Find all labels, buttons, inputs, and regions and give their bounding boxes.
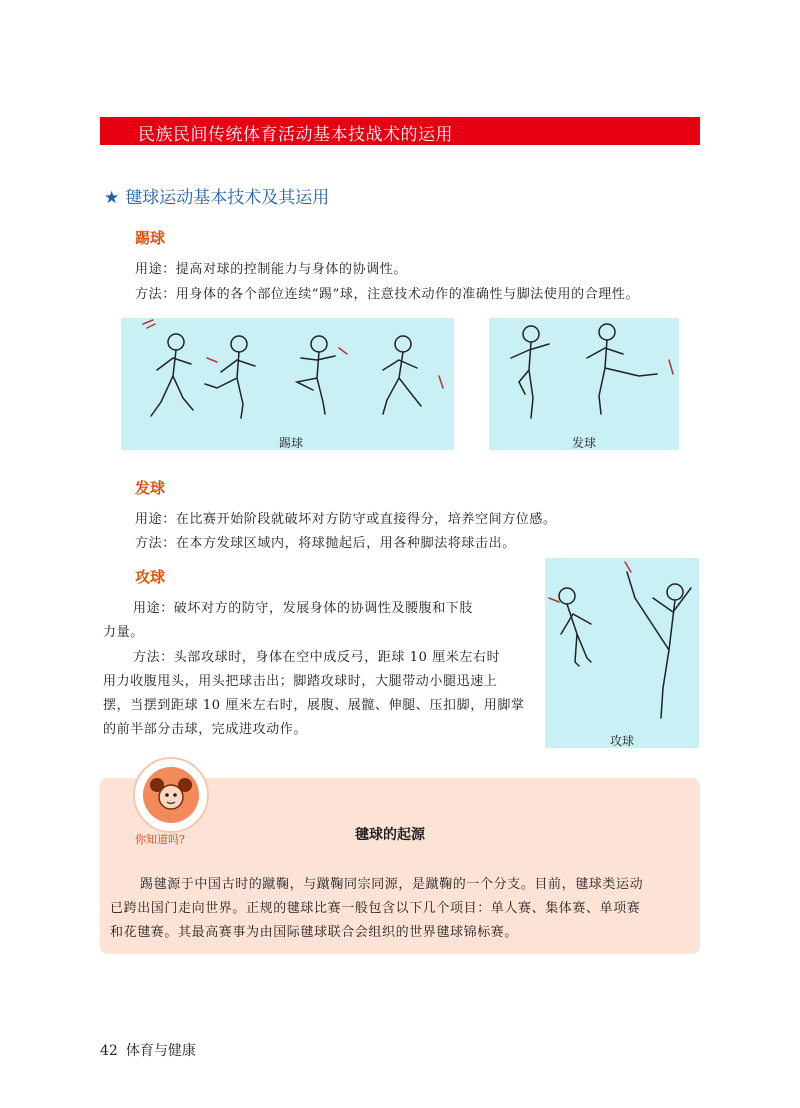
did-you-know-label: 你知道吗? [135, 833, 185, 846]
attack-method-line3: 摆，当摆到距球 10 厘米左右时，展腹、展髋、伸腿、压扣脚，用脚掌 [103, 698, 525, 713]
serve-illustration [489, 318, 679, 450]
kick-illustration [121, 318, 454, 450]
chapter-banner [100, 117, 700, 145]
serve-figure [489, 318, 679, 450]
star-icon: ★ [104, 188, 120, 208]
did-you-know-badge [133, 757, 209, 833]
section-title-text: 毽球运动基本技术及其运用 [125, 188, 330, 208]
serve-title: 发球 [135, 479, 166, 497]
book-name: 体育与健康 [125, 1043, 196, 1059]
kick-use: 用途：提高对球的控制能力与身体的协调性。 [135, 262, 408, 277]
chapter-banner-title: 民族民间传统体育活动基本技战术的运用 [138, 125, 453, 145]
page-footer [100, 1040, 196, 1060]
attack-figure [545, 558, 699, 748]
attack-use-line2: 力量。 [103, 625, 144, 640]
info-box-line2: 已跨出国门走向世界。正规的毽球比赛一般包含以下几个项目：单人赛、集体赛、单项赛 [110, 901, 641, 916]
info-box-line3: 和花毽赛。其最高赛事为由国际毽球联合会组织的世界毽球锦标赛。 [110, 925, 519, 940]
attack-method-line1: 方法：头部攻球时，身体在空中成反弓，距球 10 厘米左右时 [133, 650, 501, 665]
kick-figure [121, 318, 454, 450]
mascot-icon [143, 767, 199, 823]
section-title [104, 183, 329, 208]
serve-method: 方法：在本方发球区域内，将球抛起后，用各种脚法将球击出。 [135, 536, 516, 551]
kick-caption: 踢球 [278, 436, 303, 450]
attack-method-line4: 的前半部分击球，完成进攻动作。 [103, 722, 308, 737]
page-number: 42 [100, 1043, 118, 1059]
mascot-illustration [143, 767, 199, 823]
kick-method: 方法：用身体的各个部位连续“踢”球，注意技术动作的准确性与脚法使用的合理性。 [135, 287, 640, 302]
attack-use-line1: 用途：破坏对方的防守，发展身体的协调性及腰腹和下肢 [133, 601, 474, 616]
attack-title: 攻球 [135, 568, 166, 586]
info-box-title: 毽球的起源 [355, 827, 425, 843]
serve-caption: 发球 [571, 436, 596, 450]
info-box-line1: 踢毽源于中国古时的蹴鞠，与蹴鞠同宗同源，是蹴鞠的一个分支。目前，毽球类运动 [140, 877, 644, 892]
attack-caption: 攻球 [609, 734, 634, 748]
attack-method-line2: 用力收腹甩头，用头把球击出；脚踏攻球时，大腿带动小腿迅速上 [103, 674, 498, 689]
kick-title: 踢球 [135, 229, 166, 247]
attack-illustration [545, 558, 699, 748]
serve-use: 用途：在比赛开始阶段就破坏对方防守或直接得分，培养空间方位感。 [135, 512, 557, 527]
